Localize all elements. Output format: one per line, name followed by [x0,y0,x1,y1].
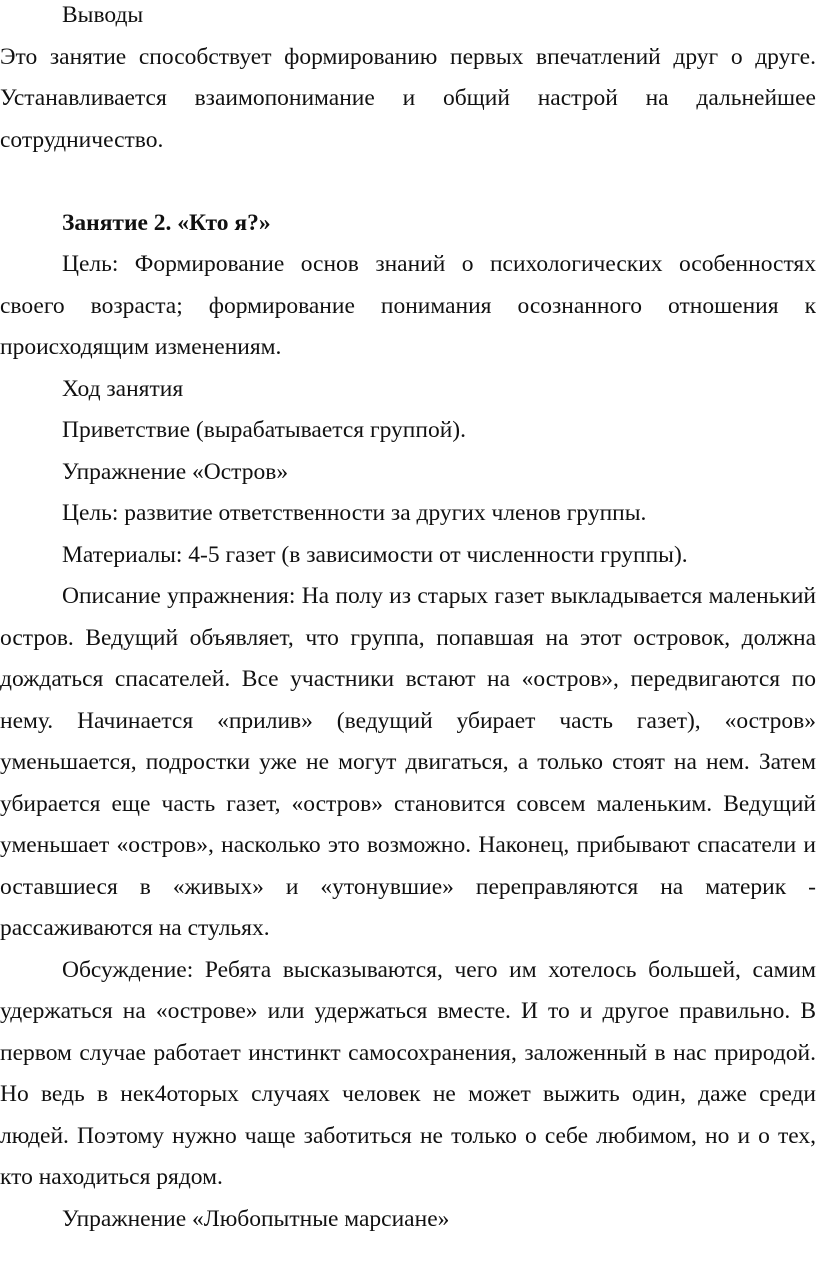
lesson-title: Занятие 2. «Кто я?» [62,209,271,236]
exercise-island-title: Упражнение «Остров» [62,458,289,485]
exercise-island-discussion: Обсуждение: Ребята высказываются, чего им хотелось большей, самим удержаться на «острове» или удержаться вместе. И то и другое правильно. В первом случае работает инстинкт самосохранения, заложенный в нас природой. Но ведь в нек4оторых случаях человек не может выжить один, даже среди людей. Поэтому нужно чаще заботиться не только о себе любимом, но и о тех, кто находиться рядом. [0,956,816,1190]
lesson-goal: Цель: Формирование основ знаний о психологических особенностях своего возраста; формирование понимания осознанного отношения к происходящим изменениям. [0,251,816,360]
exercise-island-materials: Материалы: 4-5 газет (в зависимости от численности группы). [62,541,688,568]
exercise-island-description: Описание упражнения: На полу из старых газет выкладывается маленький остров. Ведущий объявляет, что группа, попавшая на этот островок, должна дождаться спасателей. Все участники встают на «остров», передвигаются по нему. Начинается «прилив» (ведущий убирает часть газет), «остров» уменьшается, подростки уже не могут двигаться, а только стоят на нем. Затем убирается еще часть газет, «остров» становится совсем маленьким. Ведущий уменьшает «остров», насколько это возможно. Наконец, прибывают спасатели и оставшиеся в «живых» и «утонувшие» переправляются на материк - рассаживаются на стульях. [0,583,816,941]
conclusions-text: Это занятие способствует формированию первых впечатлений друг о друге. Устанавливается взаимопонимание и общий настрой на дальнейшее сотрудничество. [0,43,816,153]
exercise-martians-title: Упражнение «Любопытные марсиане» [62,1205,450,1232]
conclusions-heading: Выводы [62,2,144,28]
paragraph-gap [0,161,816,203]
lesson-procedure: Ход занятия [62,375,184,402]
lesson-greeting: Приветствие (вырабатывается группой). [62,417,466,443]
exercise-island-goal: Цель: развитие ответственности за других членов группы. [62,500,647,526]
